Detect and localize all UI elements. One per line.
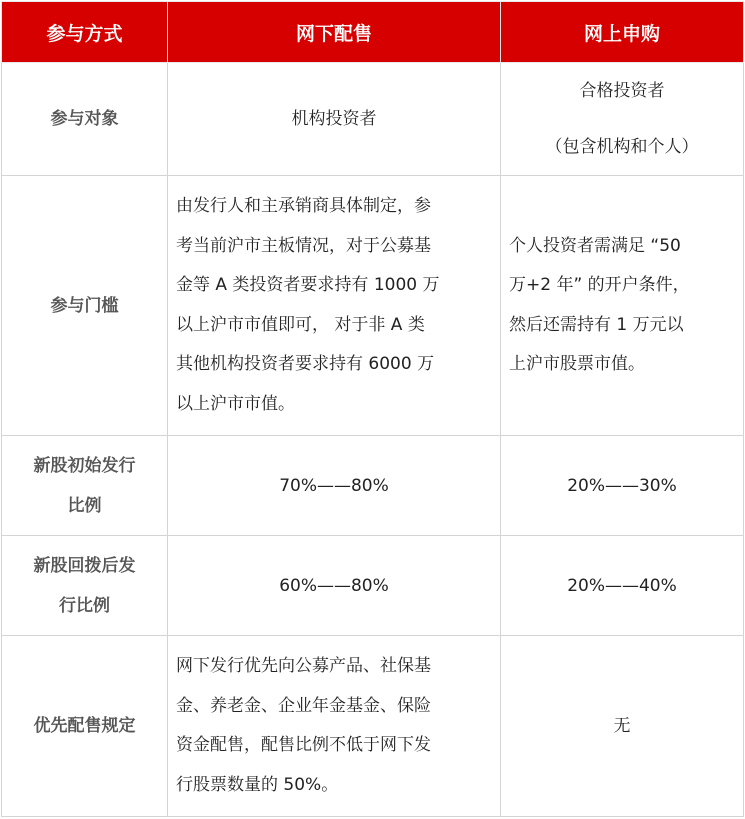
row-label xyxy=(2,176,168,436)
cell-text-line: 70%——80% xyxy=(279,475,389,496)
table-row-threshold xyxy=(2,176,744,436)
table-row-post-clawback-ratio xyxy=(2,536,744,636)
cell-text-line: 行股票数量的 50%。 xyxy=(176,774,339,795)
online-cell xyxy=(501,63,744,176)
cell-text-line: 20%——30% xyxy=(567,475,677,496)
ipo-comparison-table xyxy=(1,1,744,817)
online-cell xyxy=(501,176,744,436)
cell-text-line: 金、养老金、企业年金基金、保险 xyxy=(176,695,431,716)
offline-cell xyxy=(168,176,501,436)
online-cell xyxy=(501,636,744,817)
table-row-initial-ratio xyxy=(2,436,744,536)
cell-text-line: 上沪市股票市值。 xyxy=(509,354,645,374)
cell-text-line: 无 xyxy=(613,716,631,736)
cell-text-line: 金等 A 类投资者要求持有 1000 万 xyxy=(176,275,440,295)
row-label xyxy=(2,63,168,176)
offline-cell xyxy=(168,436,501,536)
offline-cell xyxy=(168,636,501,817)
cell-text-line: 新股回拨后发 xyxy=(33,555,136,576)
row-label xyxy=(2,636,168,817)
cell-text-line: 合格投资者 xyxy=(579,81,665,101)
header-offline-placement: 网下配售 xyxy=(168,2,501,63)
cell-text-line: 资金配售，配售比例不低于网下发 xyxy=(176,735,431,755)
cell-text-line: 参与门槛 xyxy=(50,295,119,316)
header-online-subscription: 网上申购 xyxy=(501,2,744,63)
row-label xyxy=(2,436,168,536)
cell-text-line: 网下发行优先向公募产品、社保基 xyxy=(176,656,431,676)
cell-text-line: 机构投资者 xyxy=(291,109,377,129)
cell-text-line: 然后还需持有 1 万元以 xyxy=(509,314,684,335)
table-row-priority-rules xyxy=(2,636,744,817)
cell-text-line: 由发行人和主承销商具体制定，参 xyxy=(176,196,431,216)
header-row xyxy=(2,2,744,63)
cell-text-line: 行比例 xyxy=(59,595,110,616)
cell-text-line: （包含机构和个人） xyxy=(545,137,699,157)
cell-text-line: 个人投资者需满足 “50 xyxy=(509,235,681,256)
online-cell xyxy=(501,536,744,636)
cell-text-line: 其他机构投资者要求持有 6000 万 xyxy=(176,354,435,374)
cell-text-line: 参与对象 xyxy=(50,109,119,129)
cell-text-line: 优先配售规定 xyxy=(33,716,136,736)
cell-text-line: 比例 xyxy=(67,495,102,516)
online-cell xyxy=(501,436,744,536)
cell-text-line: 以上沪市市值。 xyxy=(176,393,295,414)
cell-text-line: 以上沪市市值即可， 对于非 A 类 xyxy=(176,314,425,335)
cell-text-line: 60%——80% xyxy=(279,575,389,596)
offline-cell xyxy=(168,536,501,636)
header-participation-method: 参与方式 xyxy=(2,2,168,63)
offline-cell xyxy=(168,63,501,176)
cell-text-line: 20%——40% xyxy=(567,575,677,596)
cell-text-line: 新股初始发行 xyxy=(33,455,136,476)
row-label xyxy=(2,536,168,636)
cell-text-line: 考当前沪市主板情况，对于公募基 xyxy=(176,235,431,256)
table-row-participants xyxy=(2,63,744,176)
cell-text-line: 万+2 年” 的开户条件， xyxy=(509,275,690,295)
